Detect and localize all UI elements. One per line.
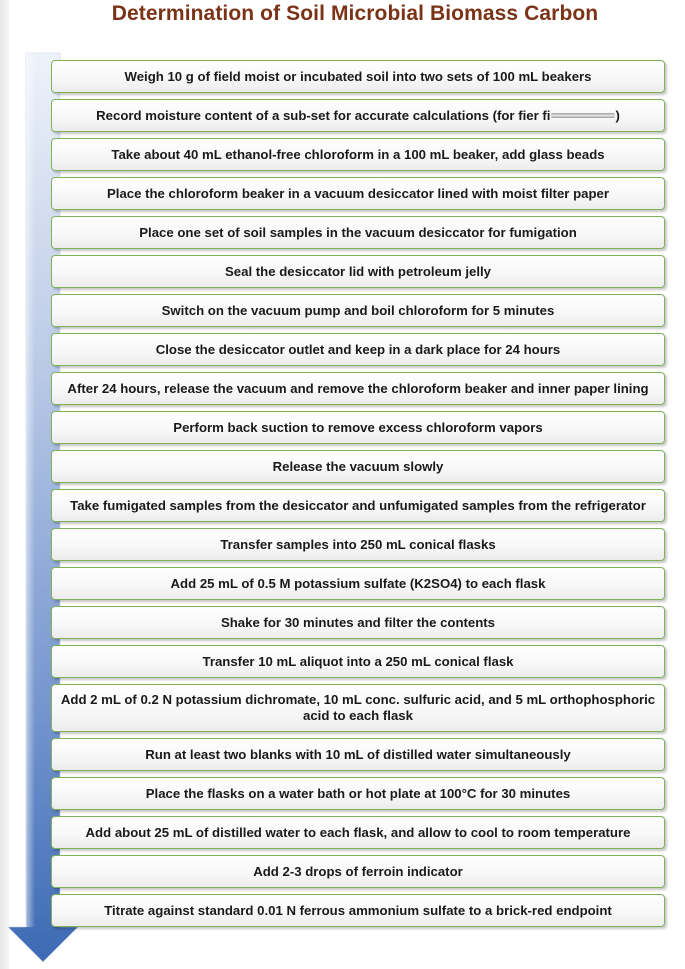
step-text-suffix: ) [615, 107, 620, 123]
step-box [51, 294, 665, 327]
step-text: Record moisture content of a sub-set for accurate calculations (for fier fi [96, 107, 551, 123]
step-text: Place the chloroform beaker in a vacuum desiccator lined with moist filter paper [106, 185, 609, 201]
step-box [51, 855, 665, 888]
step-text: Place one set of soil samples in the vacuum desiccator for fumigation [139, 224, 577, 240]
step-text: Add 2-3 drops of ferroin indicator [253, 863, 463, 879]
step-text: Weigh 10 g of field moist or incubated soil into two sets of 100 mL beakers [124, 68, 592, 84]
step-box [51, 333, 665, 366]
step-text: Transfer samples into 250 mL conical flasks [220, 536, 496, 552]
step-box [51, 177, 665, 210]
step-text: Close the desiccator outlet and keep in a dark place for 24 hours [155, 341, 561, 357]
step-text: Transfer 10 mL aliquot into a 250 mL conical flask [202, 653, 514, 669]
step-box [51, 99, 665, 132]
step-box [51, 216, 665, 249]
step-box [51, 816, 665, 849]
step-text: After 24 hours, release the vacuum and remove the chloroform beaker and inner paper lining [67, 380, 649, 396]
step-text: Place the flasks on a water bath or hot plate at 100°C for 30 minutes [145, 785, 571, 801]
step-text: Add 25 mL of 0.5 M potassium sulfate (K2SO4) to each flask [170, 575, 546, 591]
page-title: Determination of Soil Microbial Biomass Carbon [111, 2, 599, 25]
step-box [51, 567, 665, 600]
step-text: Take about 40 mL ethanol-free chloroform in a 100 mL beaker, add glass beads [111, 146, 605, 162]
step-box [51, 411, 665, 444]
step-box [51, 684, 665, 732]
step-box [51, 60, 665, 93]
step-box [51, 138, 665, 171]
step-text: Seal the desiccator lid with petroleum jelly [224, 263, 492, 279]
step-box [51, 489, 665, 522]
step-text: Take fumigated samples from the desiccator and unfumigated samples from the refrigerator [70, 497, 646, 513]
step-text: Release the vacuum slowly [272, 458, 444, 474]
step-box [51, 894, 665, 927]
step-text: Titrate against standard 0.01 N ferrous ammonium sulfate to a brick-red endpoint [104, 902, 612, 918]
step-text: Perform back suction to remove excess chloroform vapors [173, 419, 543, 435]
step-box [51, 255, 665, 288]
step-text: Run at least two blanks with 10 mL of distilled water simultaneously [145, 746, 571, 762]
step-box [51, 645, 665, 678]
step-box [51, 777, 665, 810]
step-text: Shake for 30 minutes and filter the contents [220, 614, 496, 630]
step-text: Switch on the vacuum pump and boil chloroform for 5 minutes [161, 302, 555, 318]
step-text: Add about 25 mL of distilled water to each flask, and allow to cool to room temperature [85, 824, 631, 840]
step-text: Add 2 mL of 0.2 N potassium dichromate, 10 mL conc. sulfuric acid, and 5 mL orthophosphoric acid to each flask [60, 692, 656, 723]
overlay-bar-graphic [551, 113, 615, 118]
step-box [51, 372, 665, 405]
step-box [51, 606, 665, 639]
step-box [51, 528, 665, 561]
step-box [51, 738, 665, 771]
step-box [51, 450, 665, 483]
